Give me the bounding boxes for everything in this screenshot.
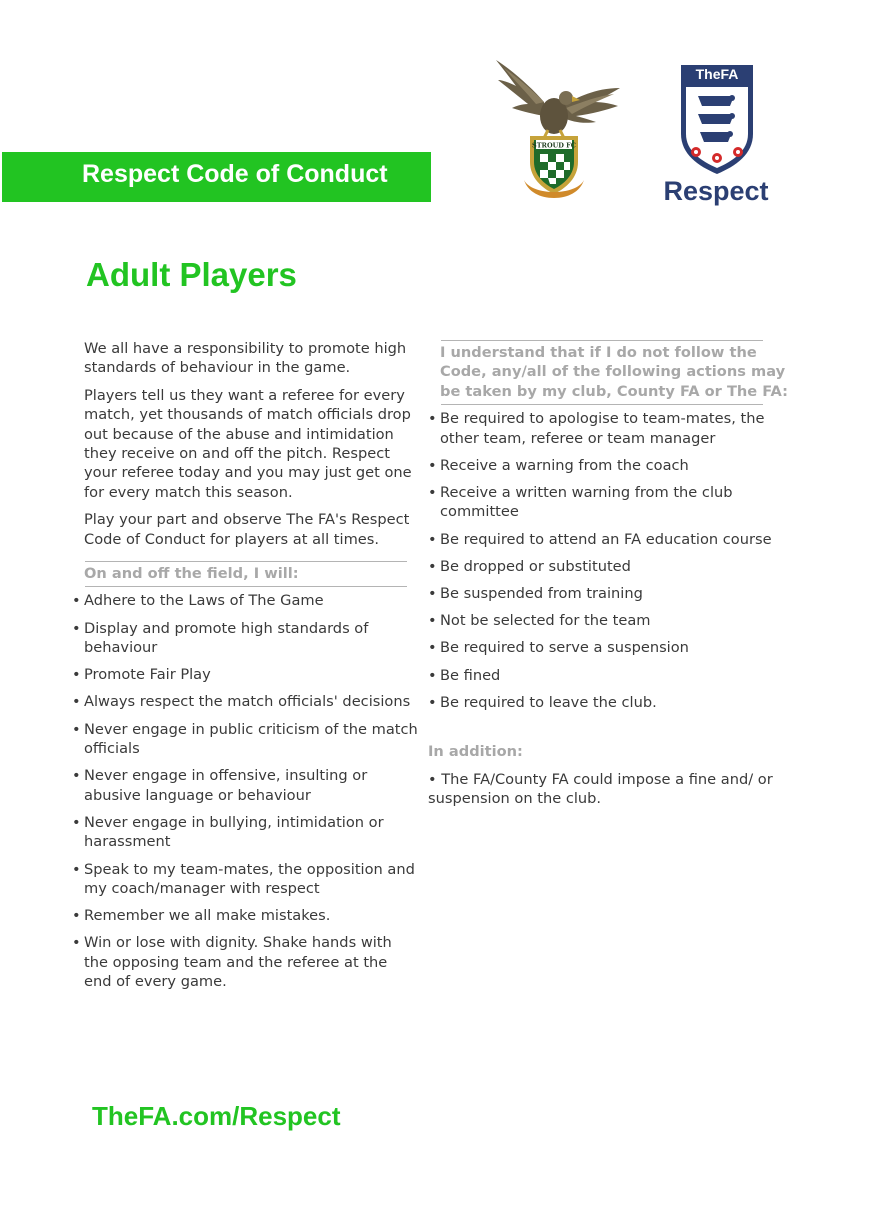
list-item: • Never engage in bullying, intimidation or harassment [72,813,419,852]
intro-paragraph: Play your part and observe The FA's Respect Code of Conduct for players at all times. [84,511,410,548]
intro-paragraph: Players tell us they want a referee for every match, yet thousands of match officials drop out because of the abuse and intimidation they receive on and off the pitch. Respect your referee today and you may just get one for every match this season. [84,386,412,501]
eagle-crest-icon [492,58,622,200]
page-title: Adult Players [86,256,297,293]
list-item: • Display and promote high standards of behaviour [72,619,419,658]
list-item: • Receive a warning from the coach [428,456,788,475]
list-item: • Never engage in public criticism of the match officials [72,720,419,759]
section-heading: On and off the field, I will: [84,565,299,583]
intro-paragraph: We all have a responsibility to promote high standards of behaviour in the game. [84,340,407,377]
list-item: • Be fined [428,666,788,685]
list-item: • Speak to my team-mates, the opposition and my coach/manager with respect [72,860,419,899]
list-item: • Win or lose with dignity. Shake hands with the opposing team and the referee at the end of every game. [72,933,419,991]
list-item: • Always respect the match officials' decisions [72,692,419,711]
conduct-list [72,591,419,991]
list-item: • Receive a written warning from the club committee [428,483,788,522]
addition-text: • The FA/County FA could impose a fine and/ or suspension on the club. [428,770,773,808]
list-item: • Be required to attend an FA education course [428,530,788,549]
list-item: • Be required to apologise to team-mates, the other team, referee or team manager [428,409,788,448]
right-column [428,340,788,816]
three-lions-shield-icon [660,62,772,208]
banner-title: Respect Code of Conduct [82,160,388,188]
svg-text:STROUD FC: STROUD FC [532,141,576,150]
list-item: • Remember we all make mistakes. [72,906,419,925]
list-item: • Be required to serve a suspension [428,638,788,657]
list-item: • Promote Fair Play [72,665,419,684]
section-divider [441,340,763,341]
section-divider [85,586,407,587]
list-item: • Not be selected for the team [428,611,788,630]
section-divider [441,404,763,405]
list-item: • Never engage in offensive, insulting or abusive language or behaviour [72,766,419,805]
footer-url[interactable]: TheFA.com/Respect [92,1101,341,1131]
left-column [84,339,419,999]
svg-text:Respect: Respect [663,176,769,206]
sanctions-list [428,409,788,712]
list-item: • Adhere to the Laws of The Game [72,591,419,610]
list-item: • Be dropped or substituted [428,557,788,576]
section-heading: I understand that if I do not follow the Code, any/all of the following actions may be taken by my club, County FA or The FA: [440,344,788,400]
list-item: • Be required to leave the club. [428,693,788,712]
list-item: • Be suspended from training [428,584,788,603]
addition-heading: In addition: [428,743,523,761]
svg-text:TheFA: TheFA [695,66,739,82]
section-divider [85,561,407,562]
